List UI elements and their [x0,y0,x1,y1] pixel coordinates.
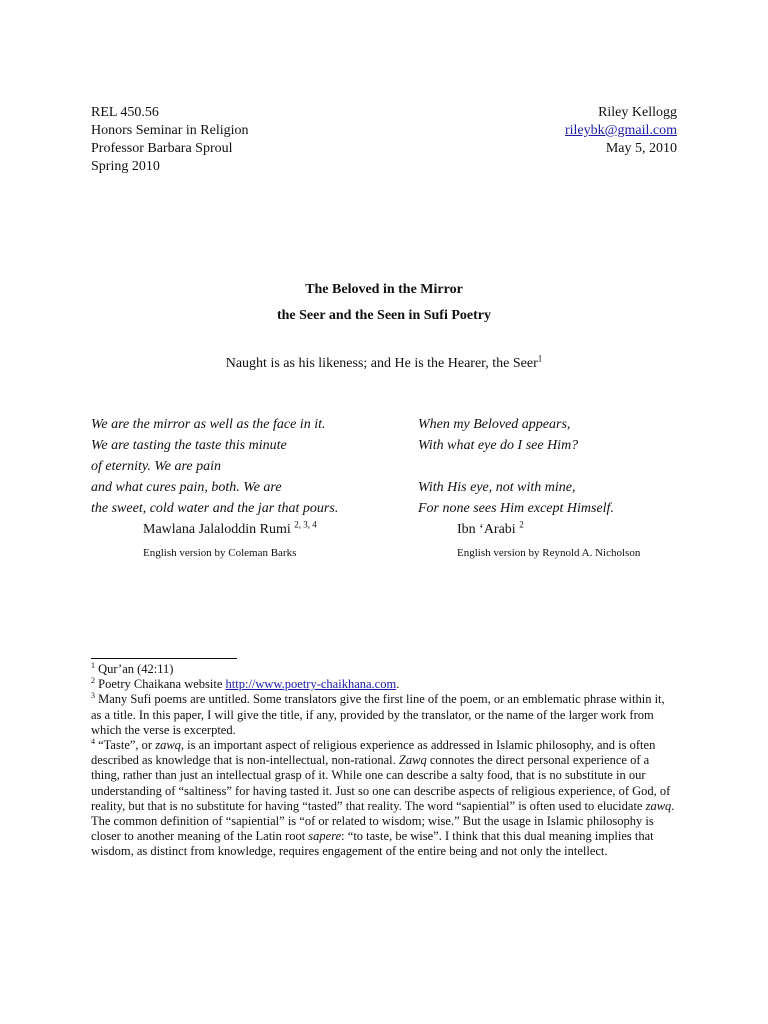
poem-line: We are tasting the taste this minute [91,438,287,453]
footnote-text: . The common definition of “sapiential” is “of or related to wisdom; wise.” But the usage in Islamic philosophy is closer to another meaning of the Latin root [91,798,675,844]
poem-line: We are the mirror as well as the face in it. [91,417,326,432]
poem-line: With His eye, not with mine, [418,480,576,495]
poem-line: When my Beloved appears, [418,417,571,432]
course-info [91,104,249,176]
epigraph [0,353,768,372]
author-name: Riley Kellogg [598,105,677,120]
rumi-poem [91,414,338,519]
footnote-number: 3 [91,691,95,701]
footnote-ref[interactable]: 2 [519,519,524,530]
course-title: Honors Seminar in Religion [91,123,249,138]
footnote-1 [91,662,677,677]
paper-date: May 5, 2010 [605,141,677,156]
footnote-2 [91,677,677,692]
footnote-number: 1 [91,660,95,670]
footnote-text: , is an important aspect of religious experience as addressed in Islamic philosophy, and is often described as knowledge that is non-intellectual, non-rational. [91,738,656,768]
epigraph-text: Naught is as his likeness; and He is the Hearer, the Seer [225,356,538,371]
footnote-text: Qur’an (42:11) [98,662,174,676]
footnote-number: 4 [91,736,95,746]
poetry-chaikhana-link[interactable]: http://www.poetry-chaikhana.com [225,677,397,692]
footnotes [91,662,677,860]
footnote-text: connotes the direct personal experience of a thing, rather than just an intellectual grasp of it. While one can describe a salty food, that is no substitute in our understanding of “saltiness” for having tasted it. Just so one can describe aspects of religious experience, of God, of reality, but that is no substitute for having “tasted” that reality. The word “sapiential” is often used to elucidate [91,753,671,813]
poem-line: For none sees Him except Himself. [418,501,614,516]
poet-name: Ibn ‘Arabi [457,522,516,537]
term-zawq: Zawq [398,753,427,768]
professor-name: Professor Barbara Sproul [91,141,233,156]
paper-title: The Beloved in the Mirror [305,282,463,297]
poem-line: of eternity. We are pain [91,459,221,474]
footnote-divider [91,658,237,659]
poet-name: Mawlana Jalaloddin Rumi [143,522,291,537]
footnote-ref[interactable]: 1 [537,353,543,364]
footnote-text: “Taste”, or [98,738,156,753]
footnote-text: Many Sufi poems are untitled. Some translators give the first line of the poem, or an emblematic phrase within it, as a title. In this paper, I will give the title, if any, provided by the translator, or the name of the larger work from which the verse is excerpted. [91,692,665,737]
rumi-translator: English version by Coleman Barks [143,547,297,559]
footnote-ref[interactable]: 2, 3, 4 [294,519,317,530]
stanza-break [418,456,614,477]
term-zawq: zawq [155,738,181,753]
rumi-attribution [143,519,317,538]
footnote-text: . [396,677,400,692]
ibn-arabi-translator: English version by Reynold A. Nicholson [457,547,641,559]
poem-line: With what eye do I see Him? [418,438,579,453]
ibn-arabi-attribution [457,519,524,538]
footnote-4 [91,738,677,860]
poem-line: the sweet, cold water and the jar that pours. [91,501,339,516]
ibn-arabi-poem [418,414,614,519]
author-info [565,104,677,158]
footnote-text: Poetry Chaikana website [98,677,226,692]
poem-line: and what cures pain, both. We are [91,480,282,495]
footnote-number: 2 [91,676,95,686]
footnote-text: : “to taste, be wise”. I think that this dual meaning implies that wisdom, as distinct from knowledge, requires engagement of the entire being and not only the intellect. [91,829,654,859]
paper-subtitle: the Seer and the Seen in Sufi Poetry [276,308,491,323]
term: Spring 2010 [91,159,160,174]
author-email-link[interactable]: rileybk@gmail.com [564,123,677,138]
term-sapere: sapere [308,829,342,844]
term-zawq: zawq [645,798,672,813]
course-code: REL 450.56 [91,105,159,120]
footnote-3 [91,692,677,738]
